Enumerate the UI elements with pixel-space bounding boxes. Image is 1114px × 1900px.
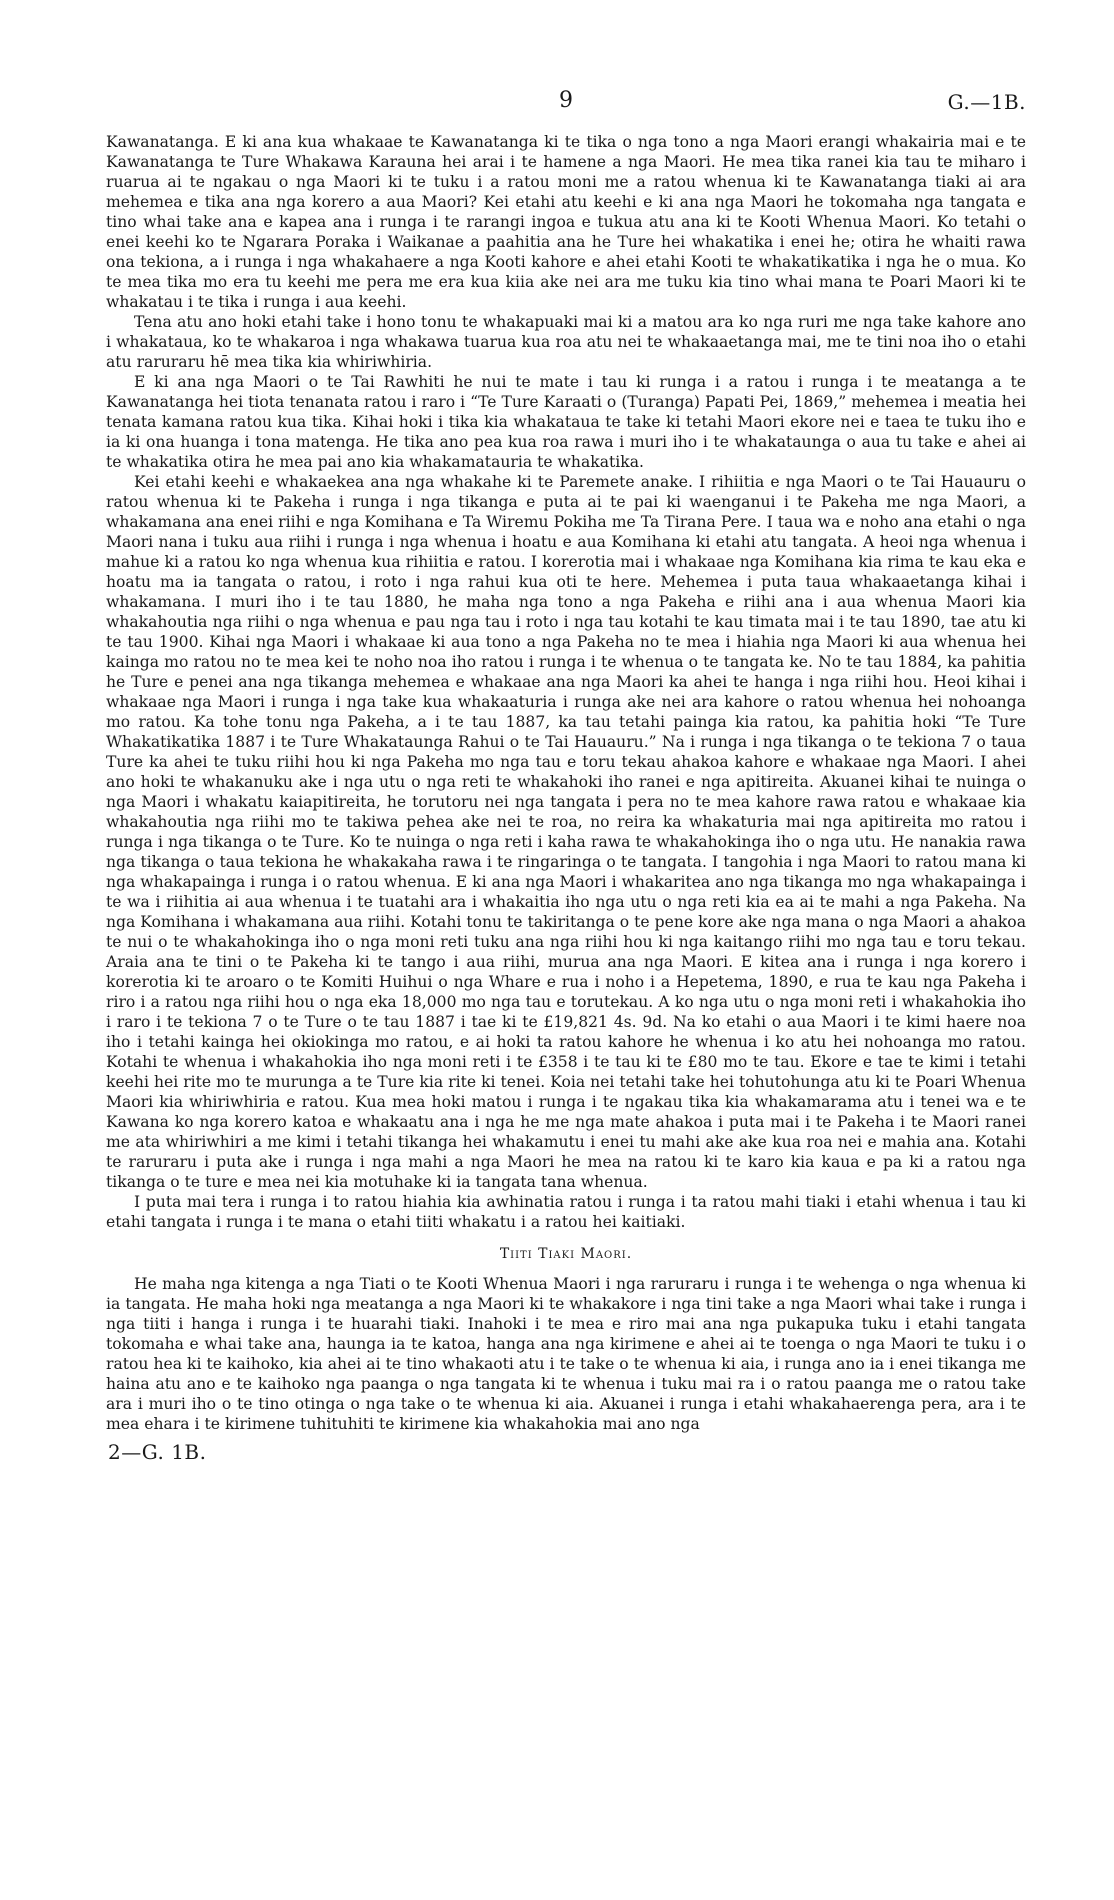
paragraph: Kei etahi keehi e whakaekea ana nga whakahe ki te Paremete anake. I rihiitia e nga Maori o te Tai Hauauru o ratou whenua ki te Pakeha i runga i nga tikanga e puta ai te pai ki waenganui i te Pakeha me nga Maori, a whakamana ana enei riihi e nga Komihana e Ta Wiremu Pokiha me Ta Tirana Pere. I taua wa e noho ana etahi o nga Maori nana i tuku aua riihi i runga i nga whenua i hoatu e aua Komihana ki etahi atu tangata. A heoi nga whenua i mahue ki a ratou ko nga whenua kua rihiitia e ratou. I korerotia mai i whakaae nga Komihana kia rima te kau eka e hoatu ma ia tangata o ratou, i roto i nga rahui kua oti te here. Mehemea i puta taua whakaaetanga kihai i whakamana. I muri iho i te tau 1880, he maha nga tono a nga Pakeha e riihi ana i aua whenua Maori kia whakahoutia nga riihi o nga whenua e pau nga tau i roto i nga tau kotahi te kau timata mai i te tau 1890, tae atu ki te tau 1900. Kihai nga Maori i whakaae ki aua tono a nga Pakeha no te mea i hiahia nga Maori ki aua whenua hei kainga mo ratou no te mea kei te noho noa iho ratou i runga i te whenua o te tangata ke. No te tau 1884, ka pahitia he Ture e penei ana nga tikanga mehemea e whakaae ana nga Maori ka ahei te hanga i nga riihi hou. Heoi kihai i whakaae nga Maori i runga i nga take kua whakaaturia i runga ake nei ara kahore o ratou whenua hei nohoanga mo ratou. Ka tohe tonu nga Pakeha, a i te tau 1887, ka tau tetahi painga kia ratou, ka pahitia hoki “Te Ture Whakatikatika 1887 i te Ture Whakataunga Rahui o te Tai Hauauru.” Na i runga i nga tikanga o te tekiona 7 o taua Ture ka ahei te tuku riihi hou ki nga Pakeha mo nga tau e toru tekau ahakoa kahore e whakaae nga Maori. I ahei ano hoki te whakanuku ake i nga utu o nga reti te whakahoki iho ranei e nga apitireita. Akuanei kihai te nuinga o nga Maori i whakatu kaiapitireita, he torutoru nei nga tangata i pera no te mea kahore rawa ratou e whakaae kia whakahoutia nga riihi mo te takiwa pehea ake nei te roa, no reira ka whakaturia mai nga apitireita mo ratou i runga i nga tikanga o te Ture. Ko te nuinga o nga reti i kaha rawa te whakahokinga iho o nga utu. He nanakia rawa nga tikanga o taua tekiona he whakakaha rawa i te ringaringa o te tangata. I tangohia i nga Maori to ratou mana ki nga whakapainga i runga i o ratou whenua. E ki ana nga Maori i whakaritea ano nga tikanga mo nga whakapainga i te wa i riihitia ai aua whenua i te tuatahi ara i whakaitia iho nga utu o nga reti kia ea ai te mahi a nga Pakeha. Na nga Komihana i whakamana aua riihi. Kotahi tonu te takiritanga o te pene kore ake nga mana o nga Maori a ahakoa te nui o te whakahokinga iho o nga moni reti tuku ana nga riihi hou ki nga kaitango riihi mo nga tau e toru tekau. Araia ana te tini o te Pakeha ki te tango i aua riihi, murua ana nga Maori. E kitea ana i runga i nga korero i korerotia ki te aroaro o te Komiti Huihui o nga Whare e rua i noho i a Hepetema, 1890, e rua te kau nga Pakeha i riro i a ratou nga riihi hou o nga eka 18,000 mo nga tau e torutekau. A ko nga utu o nga moni reti i whakahokia iho i raro i te tekiona 7 o te Ture o te tau 1887 i tae ki te £19,821 4s. 9d. Na ko etahi o aua Maori i te kimi haere noa iho i tetahi kainga hei okiokinga mo ratou, e ai hoki ta ratou kahore he whenua i ko atu hei nohoanga mo ratou. Kotahi te whenua i whakahokia iho nga moni reti i te £358 i te tau ki te £80 mo te tau. Ekore e tae te kimi i tetahi keehi hei rite mo te murunga a te Ture kia rite ki tenei. Koia nei tetahi take hei tohutohunga atu ki te Poari Whenua Maori kia whiriwhiria e ratou. Kua mea hoki matou i runga i te ngakau tika kia whakamarama atu i tenei wa e te Kawana ko nga korero katoa e whakaatu ana i nga he me nga mate ahakoa i puta mai i te Pakeha i te Maori ranei me ata whiriwhiri a me kimi i tetahi tikanga hei whakamutu i enei tu mahi ake ake kua roa nei e mahia ana. Kotahi te raruraru i puta ake i runga i nga mahi a nga Maori he mea na ratou ki te karo kia kaua e pa ki a ratou nga tikanga o te ture e mea nei kia motuhake ki ia tangata tana whenua. <box>106 473 1026 1191</box>
paragraph: Tena atu ano hoki etahi take i hono tonu te whakapuaki mai ki a matou ara ko nga ruri me nga take kahore ano i whakataua, ko te whakaroa i nga whakawa tuarua kua roa atu nei te whakaaetanga mai, me te tini noa iho o etahi atu raruraru hē mea tika kia whiriwhiria. <box>106 313 1026 371</box>
page-reference: G.—1B. <box>947 90 1026 114</box>
page-signature: 2—G. 1B. <box>108 1440 207 1464</box>
section-heading: Tiiti Tiaki Maori. <box>499 1246 633 1262</box>
body-text <box>106 132 1026 1434</box>
page-number: 9 <box>559 88 573 113</box>
paragraph: Kawanatanga. E ki ana kua whakaae te Kawanatanga ki te tika o nga tono a nga Maori erangi whakairia mai e te Kawanatanga te Ture Whakawa Karauna hei arai i te hamene a nga Maori. He mea tika ranei kia tau te miharo i ruarua ai te ngakau o nga Maori ki te tuku i a ratou moni me a ratou whenua ki te Kawanatanga tiaki ai ara mehemea e tika ana nga korero a aua Maori? Kei etahi atu keehi e ki ana nga Maori he tokomaha nga tangata e tino whai take ana e kapea ana i runga i te rarangi ingoa e tukua atu ana ki te Kooti Whenua Maori. Ko tetahi o enei keehi ko te Ngarara Poraka i Waikanae a paahitia ana he Ture hei whakatika i enei he; otira he whaiti rawa ona tekiona, a i runga i nga whakahaere a nga Kooti kahore e ahei etahi Kooti te whakatikatika i nga he o mua. Ko te mea tika mo era tu keehi me pera me era kua kiia ake nei ara me tuku kia tino whai mana te Poari Maori ki te whakatau i te tika i runga i aua keehi. <box>106 133 1026 311</box>
section-paragraph: He maha nga kitenga a nga Tiati o te Kooti Whenua Maori i nga raruraru i runga i te wehenga o nga whenua ki ia tangata. He maha hoki nga meatanga a nga Maori ki te whakakore i nga tini take a nga Maori whai take i runga i nga tiiti i hanga i runga i te huarahi tiaki. Inahoki i te mea e riro mai ana nga pukapuka tuku i etahi tangata tokomaha e whai take ana, haunga ia te katoa, hanga ana nga kirimene e ahei ai te toenga o nga Maori te tuku i o ratou hea ki te kaihoko, kia ahei ai te tino whakaoti atu i te take o te whenua ki aia, i runga ano ia i enei tikanga me haina atu ano e te kaihoko nga paanga o nga tangata ki te whenua i tuku mai ra i o ratou paanga me o ratou take ara i muri iho o te tino otinga o nga take o te whenua ki aia. Akuanei i runga i etahi whakahaerenga pera, ara i te mea ehara i te kirimene tuhituhiti te kirimene kia whakahokia mai ano nga <box>106 1275 1026 1433</box>
paragraph: E ki ana nga Maori o te Tai Rawhiti he nui te mate i tau ki runga i a ratou i runga i te meatanga a te Kawanatanga hei tiota tenanata ratou i raro i “Te Ture Karaati o (Turanga) Papati Pei, 1869,” mehemea i meatia hei tenata kamana ratou kua tika. Kihai hoki i tika kia whakataua te take ki tetahi Maori ekore nei e taea te tuku iho e ia ki ona huanga i tona matenga. He tika ano pea kua roa rawa i muri iho i te whakataunga o aua tu take e ahei ai te whakatika otira he mea pai ano kia whakamatauria te whakatika. <box>106 373 1026 471</box>
paragraph: I puta mai tera i runga i to ratou hiahia kia awhinatia ratou i runga i ta ratou mahi tiaki i etahi whenua i tau ki etahi tangata i runga i te mana o etahi tiiti whakatu i a ratou hei kaitiaki. <box>106 1193 1026 1231</box>
page-header <box>106 88 1026 128</box>
document-page <box>106 88 1026 1878</box>
